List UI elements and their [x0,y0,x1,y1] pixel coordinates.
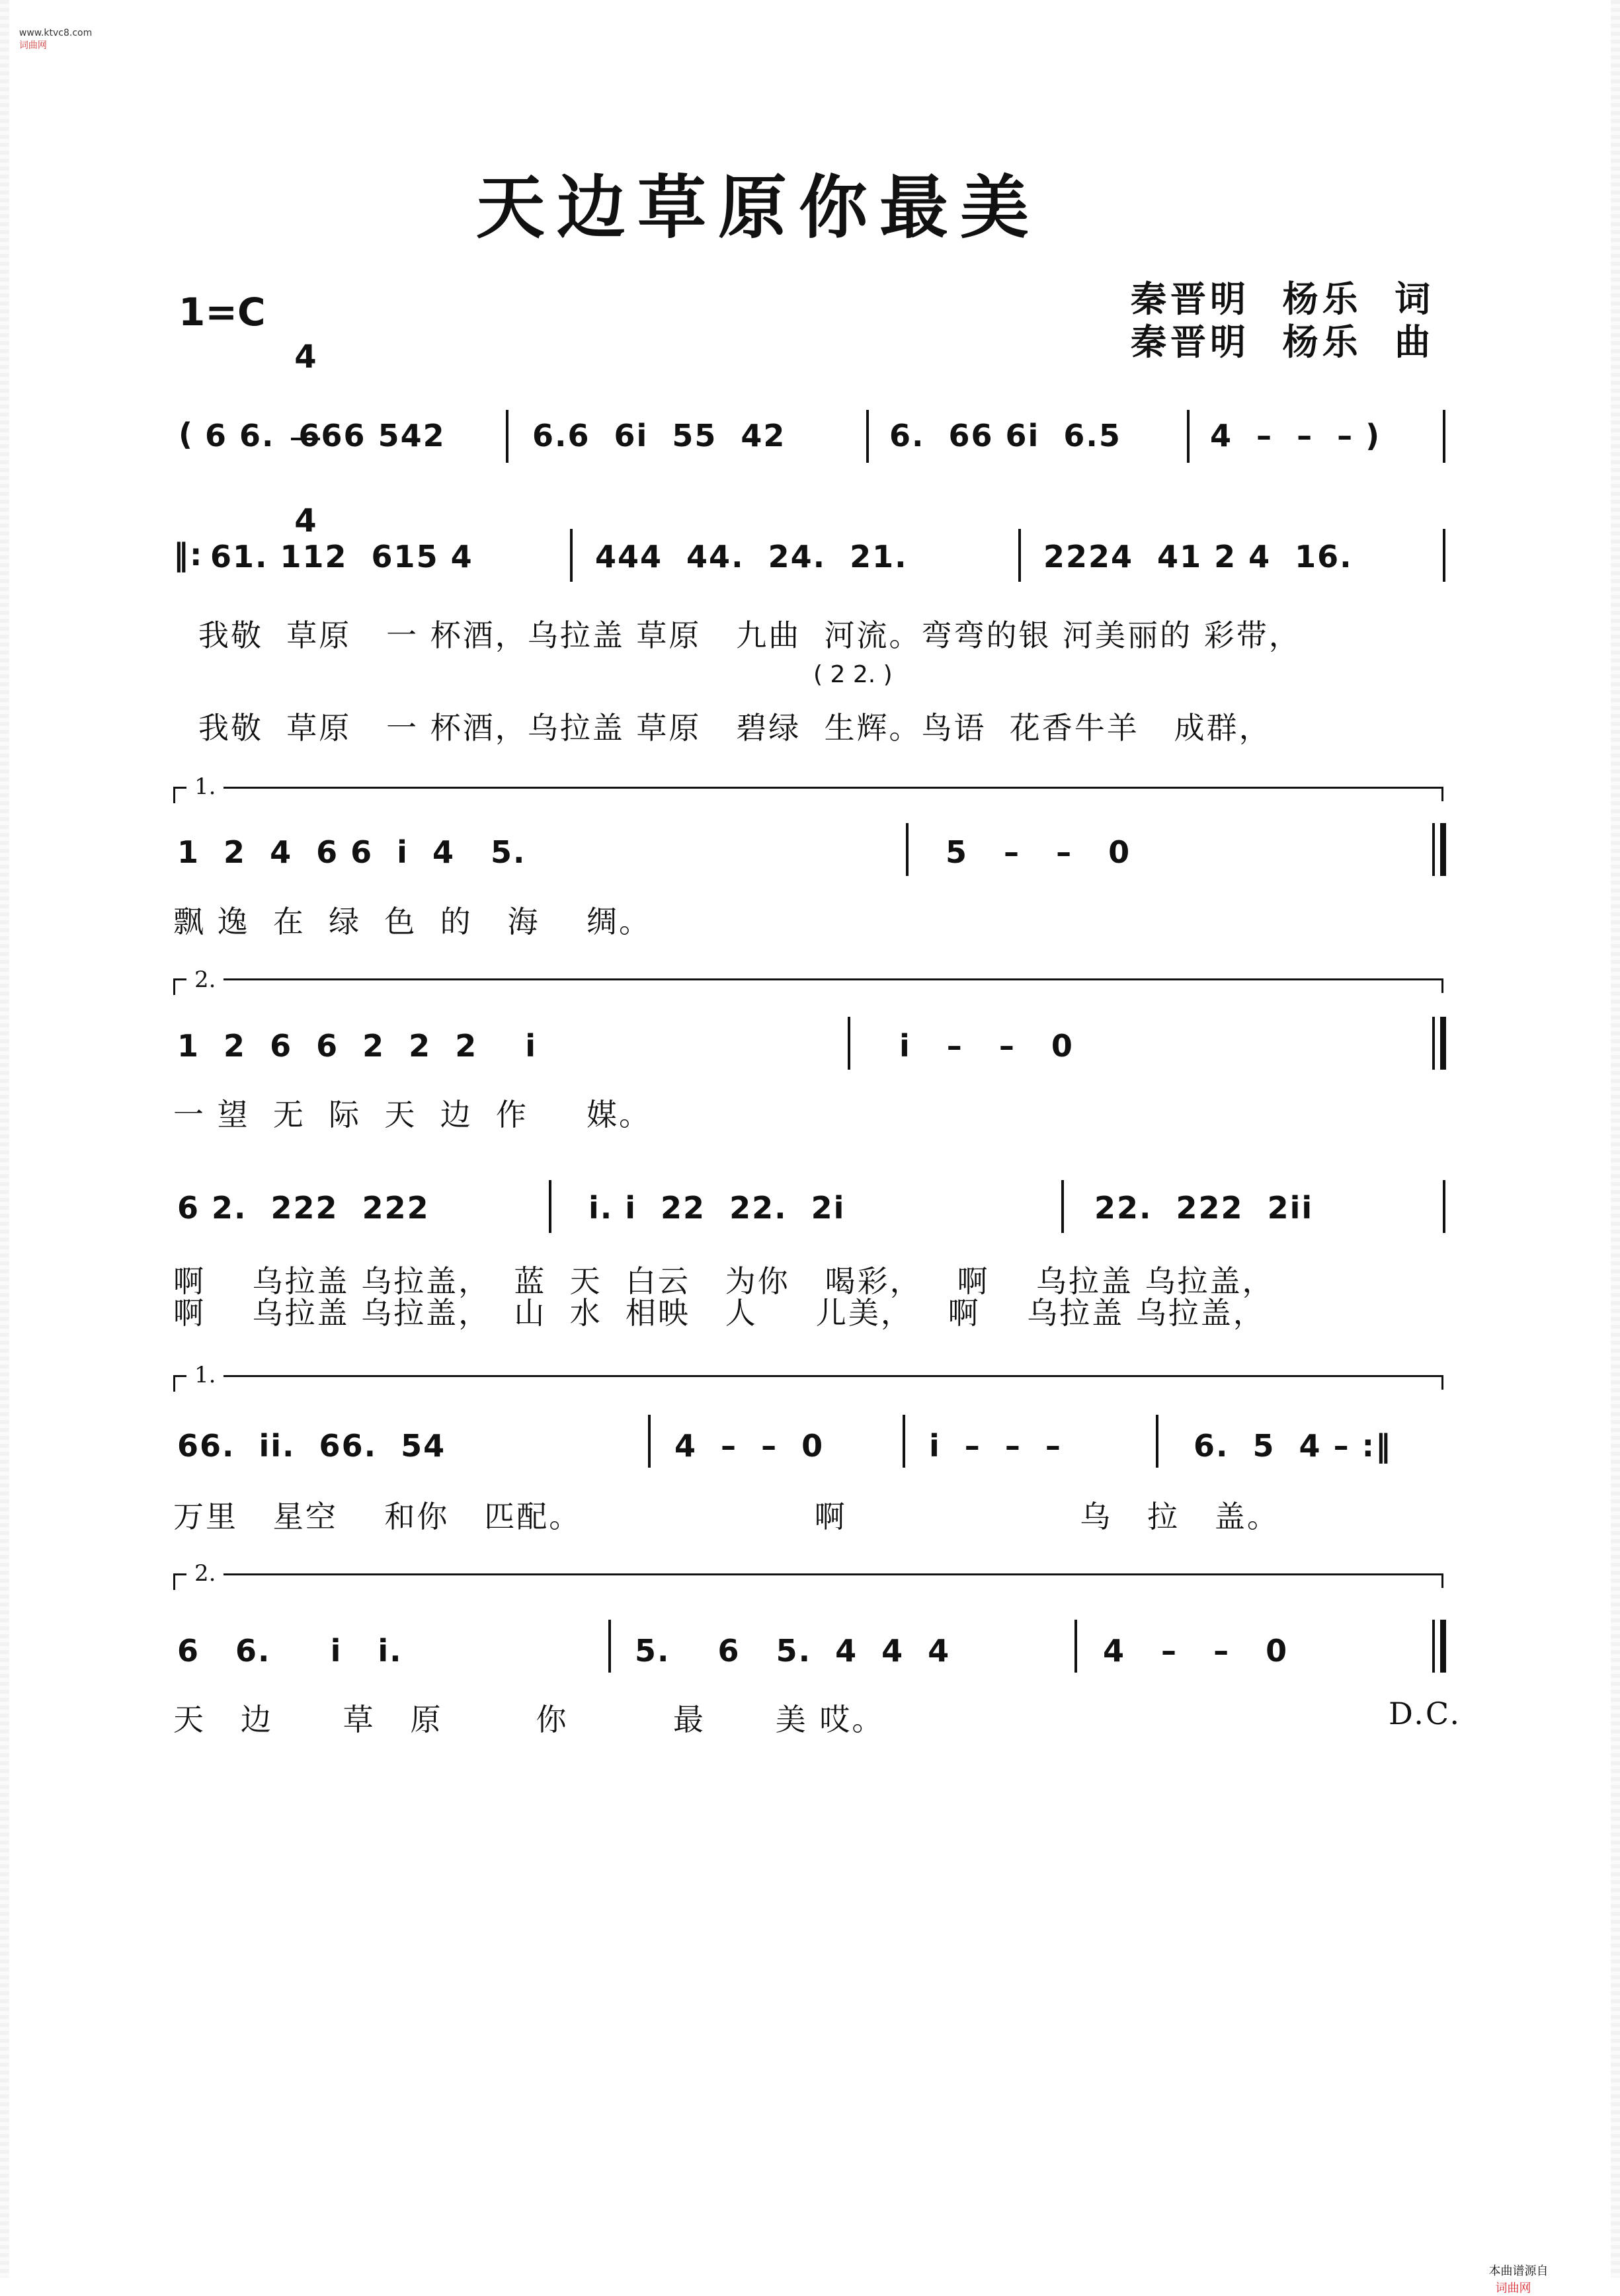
barline [570,529,573,582]
ending2a-lyric: 一 望 无 际 天 边 作 媒。 [173,1097,651,1132]
barline [1443,410,1445,463]
time-sig-numerator: 4 [294,338,317,376]
volta-bracket-end [1441,787,1443,801]
barline [906,823,909,876]
site-name: 词曲网 [19,40,47,51]
barline [549,1180,551,1233]
volta-bracket-2 [173,1573,1443,1590]
lyricist-credit: 秦晋明 杨乐 词 [1131,278,1435,320]
barline [1443,529,1445,582]
da-capo-mark: D.C. [1389,1696,1462,1731]
footer-source [1481,2248,1548,2296]
right-edge-strip [1611,0,1620,2277]
barline [648,1415,651,1468]
verse-measure-2: 444 44. 24. 21. [595,539,908,574]
double-barline [1440,1620,1446,1673]
volta-bracket-2 [173,978,1443,995]
chorus-measure-2: i. i 22 22. 2i [588,1190,846,1226]
ending1a-measure-1: 1 2 4 6 6 i 4 5. [177,834,526,870]
barline [1432,1017,1435,1070]
left-edge-strip [0,0,9,2277]
verse-variant-notes: ( 2 2. ) [813,661,893,688]
barline [1156,1415,1158,1468]
double-barline [1440,1017,1446,1070]
ending2a-measure-2: i – – 0 [899,1028,1074,1064]
barline [866,410,869,463]
site-url: www.ktvc8.com [19,28,93,38]
intro-measure-4: 4 – – – ) [1210,418,1381,454]
footer-source-text: 本曲谱源自 [1488,2264,1549,2278]
barline [506,410,508,463]
barline [1074,1620,1077,1673]
key-signature: 1=C [179,290,266,335]
chorus-lyric-1: 啊 乌拉盖 乌拉盖， 蓝 天 白云 为你 喝彩， 啊 乌拉盖 乌拉盖， [173,1263,1275,1299]
barline [848,1017,850,1070]
intro-open-paren: ( [179,416,194,452]
ending2a-measure-1: 1 2 6 6 2 2 2 i [177,1028,538,1064]
ending1b-measure-2: 4 – – 0 [674,1428,825,1464]
verse-lyric-2: 我敬 草原 一 杯酒，乌拉盖 草原 碧绿 生辉。鸟语 花香牛羊 成群， [198,710,1272,746]
ending2b-lyric: 天 边 草 原 你 最 美 哎。 [173,1702,885,1737]
volta-label-2: 2. [186,1560,223,1587]
double-barline [1440,823,1446,876]
volta-bracket-1 [173,787,1443,803]
barline [903,1415,905,1468]
ending1a-lyric: 飘 逸 在 绿 色 的 海 绸。 [173,904,651,939]
barline [1432,1620,1435,1673]
volta-label-1: 1. [186,1362,223,1388]
ending1b-lyric: 万里 星空 和你 匹配。 啊 乌 拉 盖。 [173,1499,1279,1534]
volta-bracket-end [1441,1375,1443,1390]
intro-measure-3: 6. 66 6i 6.5 [889,418,1121,454]
volta-label-1: 1. [186,773,223,800]
footer-brand: 词曲网 [1495,2281,1531,2295]
volta-bracket-end [1441,1573,1443,1588]
ending1b-measure-4: 6. 5 4 – :‖ [1194,1428,1392,1464]
barline [1061,1180,1064,1233]
verse-measure-1: 61. 112 615 4 [210,539,473,574]
ending1b-measure-3: i – – – [929,1428,1062,1464]
repeat-start-sign: ‖: [173,537,204,573]
chorus-measure-3: 22. 222 2ii [1094,1190,1314,1226]
barline [1443,1180,1445,1233]
page-title: 天边草原你最美 [476,167,1041,248]
ending1a-measure-2: 5 – – 0 [946,834,1131,870]
volta-bracket-end [1441,978,1443,993]
composer-credit: 秦晋明 杨乐 曲 [1131,321,1435,363]
barline [1432,823,1435,876]
barline [608,1620,611,1673]
verse-lyric-1: 我敬 草原 一 杯酒，乌拉盖 草原 九曲 河流。弯弯的银 河美丽的 彩带， [198,617,1301,653]
intro-measure-2: 6.6 6i 55 42 [532,418,786,454]
chorus-lyric-2: 啊 乌拉盖 乌拉盖， 山 水 相映 人 儿美， 啊 乌拉盖 乌拉盖， [173,1295,1266,1331]
site-watermark [13,17,92,52]
ending2b-measure-3: 4 – – 0 [1103,1633,1289,1669]
volta-label-2: 2. [186,967,223,993]
intro-measure-1: 6 6. 666 542 [205,418,446,454]
ending2b-measure-1: 6 6. i i. [177,1633,403,1669]
ending2b-measure-2: 5. 6 5. 4 4 4 [635,1633,951,1669]
barline [1187,410,1190,463]
barline [1018,529,1021,582]
time-sig-denominator: 4 [294,502,317,539]
verse-measure-3: 2224 41 2 4 16. [1043,539,1353,574]
ending1b-measure-1: 66. ii. 66. 54 [177,1428,446,1464]
volta-bracket-1 [173,1375,1443,1392]
chorus-measure-1: 6 2. 222 222 [177,1190,430,1226]
